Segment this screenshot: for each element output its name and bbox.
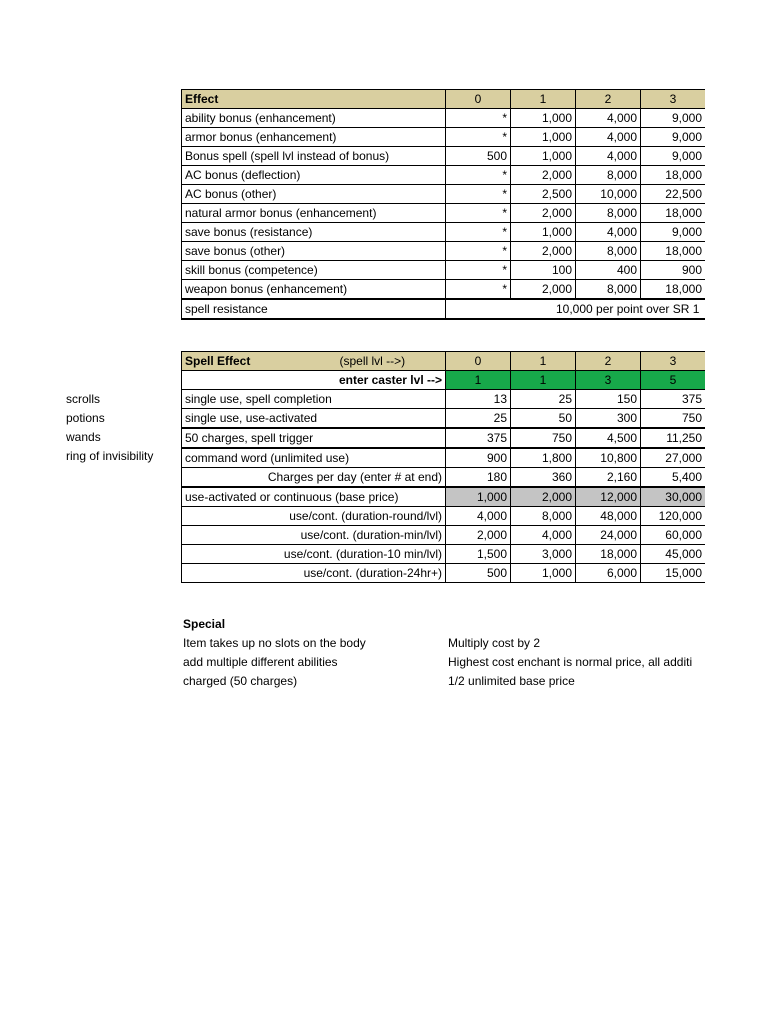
table-row xyxy=(182,545,706,564)
cell[interactable]: 2,160 xyxy=(576,468,641,488)
header-cell: 2 xyxy=(576,352,641,371)
cell[interactable]: 10,000 xyxy=(576,185,641,204)
cell[interactable]: ability bonus (enhancement) xyxy=(182,109,446,128)
cell[interactable]: 2,000 xyxy=(511,166,576,185)
table-row xyxy=(182,564,706,583)
cell[interactable]: Charges per day (enter # at end) xyxy=(182,468,446,488)
cell[interactable]: 8,000 xyxy=(511,507,576,526)
cell[interactable]: 9,000 xyxy=(641,128,706,147)
cell[interactable]: 150 xyxy=(576,390,641,409)
cell[interactable]: 750 xyxy=(511,428,576,448)
cell[interactable]: single use, use-activated xyxy=(182,409,446,429)
table-row xyxy=(182,223,706,242)
cell[interactable]: 24,000 xyxy=(576,526,641,545)
cell[interactable]: spell resistance xyxy=(182,299,446,319)
side-label: wands xyxy=(66,430,101,444)
effect-table xyxy=(181,89,706,320)
cell[interactable]: * xyxy=(446,185,511,204)
table-row xyxy=(182,109,706,128)
cell[interactable]: 27,000 xyxy=(641,448,706,468)
special-rule: Highest cost enchant is normal price, all additi xyxy=(448,655,693,669)
cell[interactable]: 50 xyxy=(511,409,576,429)
caster-level-row xyxy=(182,371,706,390)
cell[interactable]: 6,000 xyxy=(576,564,641,583)
cell[interactable]: AC bonus (deflection) xyxy=(182,166,446,185)
table-row xyxy=(182,147,706,166)
cell[interactable]: 5,400 xyxy=(641,468,706,488)
cell[interactable]: * xyxy=(446,280,511,300)
table-row xyxy=(182,204,706,223)
side-label: potions xyxy=(66,411,105,425)
cell[interactable]: 400 xyxy=(576,261,641,280)
special-row xyxy=(183,653,705,672)
cell[interactable]: 4,000 xyxy=(446,507,511,526)
cell[interactable]: 12,000 xyxy=(576,487,641,507)
caster-level-input[interactable]: 3 xyxy=(576,371,641,390)
cell[interactable]: 375 xyxy=(446,428,511,448)
caster-level-input[interactable]: 1 xyxy=(511,371,576,390)
caster-level-input[interactable]: 1 xyxy=(446,371,511,390)
cell[interactable]: 1,500 xyxy=(446,545,511,564)
spell-level-arrow-label: (spell lvl -->) xyxy=(339,354,406,368)
cell[interactable]: 375 xyxy=(641,390,706,409)
header-cell xyxy=(182,352,446,371)
caster-level-input[interactable]: 5 xyxy=(641,371,706,390)
special-condition: charged (50 charges) xyxy=(183,674,298,688)
cell[interactable]: 1,800 xyxy=(511,448,576,468)
cell[interactable]: 3,000 xyxy=(511,545,576,564)
cell[interactable]: 750 xyxy=(641,409,706,429)
cell[interactable]: 360 xyxy=(511,468,576,488)
cell[interactable]: command word (unlimited use) xyxy=(182,448,446,468)
special-section xyxy=(183,615,705,691)
cell[interactable]: single use, spell completion xyxy=(182,390,446,409)
cell[interactable]: 18,000 xyxy=(641,166,706,185)
cell[interactable]: 10,000 per point over SR 1 xyxy=(446,299,706,319)
cell[interactable]: * xyxy=(446,242,511,261)
cell[interactable]: 900 xyxy=(641,261,706,280)
cell[interactable]: save bonus (other) xyxy=(182,242,446,261)
header-cell: 3 xyxy=(641,352,706,371)
cell[interactable]: 100 xyxy=(511,261,576,280)
header-cell: 2 xyxy=(576,90,641,109)
cell[interactable]: 8,000 xyxy=(576,204,641,223)
cell[interactable]: skill bonus (competence) xyxy=(182,261,446,280)
special-row xyxy=(183,634,705,653)
cell[interactable]: 120,000 xyxy=(641,507,706,526)
cell[interactable]: 2,000 xyxy=(446,526,511,545)
cell[interactable]: 8,000 xyxy=(576,280,641,300)
table-row xyxy=(182,526,706,545)
special-condition: add multiple different abilities xyxy=(183,655,338,669)
cell[interactable]: use/cont. (duration-10 min/lvl) xyxy=(182,545,446,564)
cell[interactable]: 180 xyxy=(446,468,511,488)
cell[interactable]: 9,000 xyxy=(641,147,706,166)
table-row xyxy=(182,428,706,448)
cell[interactable]: 18,000 xyxy=(641,280,706,300)
cell[interactable]: 1,000 xyxy=(511,109,576,128)
cell[interactable]: use-activated or continuous (base price) xyxy=(182,487,446,507)
table-row xyxy=(182,390,706,409)
cell[interactable]: 1,000 xyxy=(511,128,576,147)
cell[interactable]: 30,000 xyxy=(641,487,706,507)
cell[interactable]: 48,000 xyxy=(576,507,641,526)
cell[interactable]: 13 xyxy=(446,390,511,409)
cell[interactable]: AC bonus (other) xyxy=(182,185,446,204)
table-row xyxy=(182,409,706,429)
cell[interactable]: 1,000 xyxy=(511,564,576,583)
spell-resistance-row xyxy=(182,299,706,319)
header-cell: 3 xyxy=(641,90,706,109)
cell[interactable]: 4,000 xyxy=(576,109,641,128)
cell[interactable]: 2,000 xyxy=(511,487,576,507)
cell[interactable]: 18,000 xyxy=(641,242,706,261)
table-row xyxy=(182,128,706,147)
cell[interactable]: 8,000 xyxy=(576,242,641,261)
cell[interactable]: 22,500 xyxy=(641,185,706,204)
cell[interactable]: weapon bonus (enhancement) xyxy=(182,280,446,300)
special-rule: 1/2 unlimited base price xyxy=(448,674,575,688)
cell[interactable]: 18,000 xyxy=(576,545,641,564)
special-title: Special xyxy=(183,617,226,631)
cell[interactable]: 25 xyxy=(511,390,576,409)
effect-header-row xyxy=(182,90,706,109)
header-cell: 1 xyxy=(511,90,576,109)
cell[interactable]: 1,000 xyxy=(511,223,576,242)
cell[interactable]: 45,000 xyxy=(641,545,706,564)
table-row xyxy=(182,185,706,204)
header-cell: 0 xyxy=(446,352,511,371)
cell[interactable]: 500 xyxy=(446,147,511,166)
cell[interactable]: use/cont. (duration-min/lvl) xyxy=(182,526,446,545)
cell[interactable]: 8,000 xyxy=(576,166,641,185)
spell-effect-label: Spell Effect xyxy=(185,354,251,368)
cell[interactable]: use/cont. (duration-24hr+) xyxy=(182,564,446,583)
cell[interactable]: 1,000 xyxy=(446,487,511,507)
cell[interactable]: * xyxy=(446,166,511,185)
cell[interactable]: 900 xyxy=(446,448,511,468)
table-row xyxy=(182,242,706,261)
table-row xyxy=(182,280,706,300)
special-rule: Multiply cost by 2 xyxy=(448,636,541,650)
table-row xyxy=(182,468,706,488)
cell[interactable]: Bonus spell (spell lvl instead of bonus) xyxy=(182,147,446,166)
cell[interactable]: 2,500 xyxy=(511,185,576,204)
cell[interactable]: 50 charges, spell trigger xyxy=(182,428,446,448)
cell[interactable]: natural armor bonus (enhancement) xyxy=(182,204,446,223)
cell[interactable]: * xyxy=(446,204,511,223)
cell[interactable]: 9,000 xyxy=(641,223,706,242)
cell[interactable]: * xyxy=(446,109,511,128)
cell[interactable]: save bonus (resistance) xyxy=(182,223,446,242)
header-cell: 0 xyxy=(446,90,511,109)
cell[interactable]: 2,000 xyxy=(511,204,576,223)
cell[interactable]: 25 xyxy=(446,409,511,429)
cell[interactable]: use/cont. (duration-round/lvl) xyxy=(182,507,446,526)
cell[interactable]: 500 xyxy=(446,564,511,583)
cell[interactable]: 15,000 xyxy=(641,564,706,583)
cell[interactable]: 60,000 xyxy=(641,526,706,545)
cell[interactable]: 11,250 xyxy=(641,428,706,448)
cell[interactable]: 4,500 xyxy=(576,428,641,448)
side-label: ring of invisibility xyxy=(66,449,154,463)
caster-level-label: enter caster lvl --> xyxy=(182,371,446,390)
cell[interactable]: 4,000 xyxy=(576,223,641,242)
cell[interactable]: * xyxy=(446,128,511,147)
cell[interactable]: 4,000 xyxy=(576,147,641,166)
cell[interactable]: * xyxy=(446,261,511,280)
cell[interactable]: * xyxy=(446,223,511,242)
cell[interactable]: 18,000 xyxy=(641,204,706,223)
cell[interactable]: 2,000 xyxy=(511,242,576,261)
table-row xyxy=(182,166,706,185)
side-label: scrolls xyxy=(66,392,101,406)
cell[interactable]: 4,000 xyxy=(576,128,641,147)
cell[interactable]: 4,000 xyxy=(511,526,576,545)
cell[interactable]: 1,000 xyxy=(511,147,576,166)
page-edge-mask xyxy=(705,0,768,1024)
special-condition: Item takes up no slots on the body xyxy=(183,636,366,650)
cell[interactable]: 10,800 xyxy=(576,448,641,468)
header-cell: Effect xyxy=(182,90,446,109)
spell-effect-header-row xyxy=(182,352,706,371)
item-type-labels xyxy=(66,390,153,466)
table-row xyxy=(182,487,706,507)
header-cell: 1 xyxy=(511,352,576,371)
table-row xyxy=(182,261,706,280)
table-row xyxy=(182,448,706,468)
cell[interactable]: armor bonus (enhancement) xyxy=(182,128,446,147)
cell[interactable]: 9,000 xyxy=(641,109,706,128)
cell[interactable]: 300 xyxy=(576,409,641,429)
special-row xyxy=(183,672,705,691)
spell-effect-table xyxy=(181,351,706,583)
table-row xyxy=(182,507,706,526)
cell[interactable]: 2,000 xyxy=(511,280,576,300)
